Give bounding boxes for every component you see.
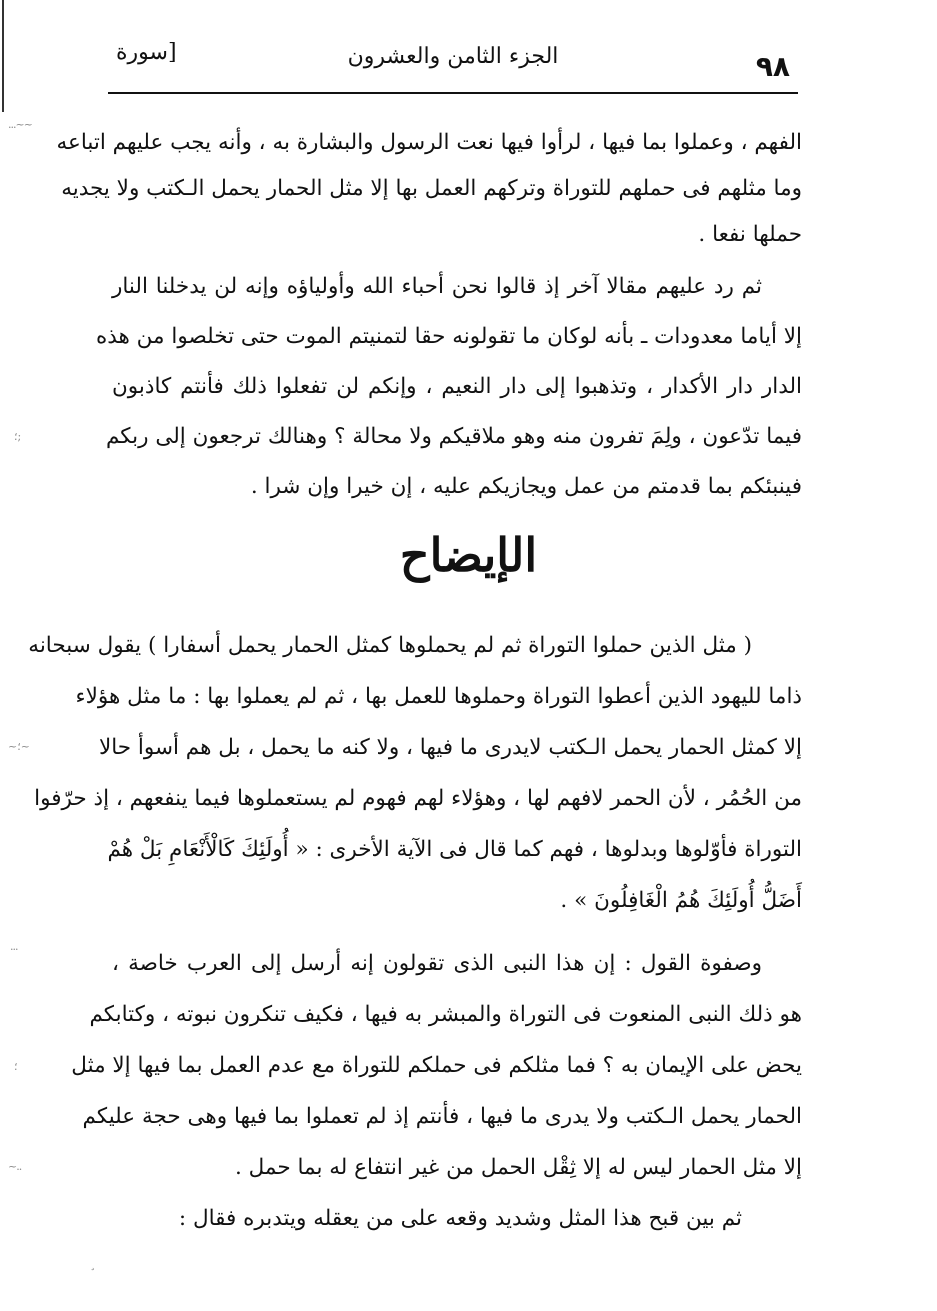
margin-scribble: ~؛~: [8, 740, 30, 753]
paragraph-closing: [112, 1196, 802, 1242]
text-line: فيما تدّعون ، ولِمَ تفرون منه وهو ملاقيكم ولا محالة ؟ وهنالك ترجعون إلى ربكم: [105, 424, 802, 449]
text-line: ( مثل الذين حملوا التوراة ثم لم يحملوها كمثل الحمار يحمل أسفارا ) يقول سبحانه: [28, 633, 752, 658]
text-line: أَضَلُّ أُولَئِكَ هُمُ الْغَافِلُونَ » .: [560, 888, 802, 913]
page-header: [108, 34, 798, 90]
binding-edge: [2, 0, 4, 112]
text-line: إلا مثل الحمار ليس له إلا ثِقْل الحمل من غير انتفاع له بما حمل .: [234, 1155, 802, 1180]
surah-label: [سورة: [116, 40, 177, 65]
text-line: الحمار يحمل الـكتب ولا يدرى ما فيها ، فأنتم إذ لم تعملوا بما فيها وهى حجة عليكم: [82, 1104, 802, 1129]
text-line: الدار دار الأكدار ، وتذهبوا إلى دار النعيم ، وإنكم لن تفعلوا ذلك فأنتم كاذبون: [112, 374, 802, 399]
text-line: حملها نفعا .: [698, 222, 802, 247]
page-number: ٩٨: [755, 50, 790, 83]
text-line: وصفوة القول : إن هذا النبى الذى تقولون إنه أرسل إلى العرب خاصة ،: [112, 951, 762, 976]
text-line: ثم رد عليهم مقالا آخر إذ قالوا نحن أحباء الله وأولياؤه وإنه لن يدخلنا النار: [112, 274, 762, 299]
margin-scribble: ...: [10, 940, 18, 953]
paragraph-commentary-1: [56, 120, 802, 258]
paragraph-summary: [71, 938, 802, 1193]
text-line: فينبئكم بما قدمتم من عمل ويجازيكم عليه ، إن خيرا وإن شرا .: [250, 474, 802, 499]
text-line: يحض على الإيمان به ؟ فما مثلكم فى حملكم للتوراة مع عدم العمل بما فيها إلا مثل: [71, 1053, 802, 1078]
text-line: إلا كمثل الحمار يحمل الـكتب لايدرى ما فيها ، ولا كنه ما يحمل ، بل هم أسوأ حالا: [98, 735, 802, 760]
margin-scribble: ...~~: [8, 118, 32, 131]
text-line: وما مثلهم فى حملهم للتوراة وتركهم العمل بها إلا مثل الحمار يحمل الـكتب ولا يجديه: [61, 176, 802, 201]
margin-scribble: ؛;: [14, 430, 22, 443]
text-line: الفهم ، وعملوا بما فيها ، لرأوا فيها نعت الرسول والبشارة به ، وأنه يجب عليهم اتباعه: [56, 130, 802, 155]
margin-scribble: ¸: [90, 1258, 95, 1271]
margin-scribble: ؛: [14, 1060, 18, 1073]
running-title: الجزء الثامن والعشرون: [347, 44, 559, 69]
text-line: ثم بين قبح هذا المثل وشديد وقعه على من يعقله ويتدبره فقال :: [178, 1206, 742, 1231]
paragraph-explanation: [28, 620, 802, 926]
header-rule: [108, 92, 798, 94]
text-line: هو ذلك النبى المنعوت فى التوراة والمبشر به فيها ، فكيف تنكرون نبوته ، وكتابكم: [89, 1002, 802, 1027]
paragraph-commentary-2: [95, 262, 802, 512]
text-line: من الحُمُر ، لأن الحمر لافهم لها ، وهؤلاء لهم فهوم لم يستعملوها فيما ينفعهم ، إذ حرّفوا: [34, 786, 802, 811]
text-line: التوراة فأوّلوها وبدلوها ، فهم كما قال فى الآية الأخرى : « أُولَئِكَ كَالْأَنْعَامِ بَلْ هُمْ: [107, 837, 802, 862]
text-line: إلا أياما معدودات ـ بأنه لوكان ما تقولونه حقا لتمنيتم الموت حتى تخلصوا من هذه: [95, 324, 802, 349]
section-heading: الإيضاح: [399, 528, 538, 582]
margin-scribble: ~..: [8, 1160, 22, 1173]
text-line: ذاما لليهود الذين أعطوا التوراة وحملوها للعمل بها ، ثم لم يعملوا بها : ما مثل هؤلاء: [75, 684, 802, 709]
